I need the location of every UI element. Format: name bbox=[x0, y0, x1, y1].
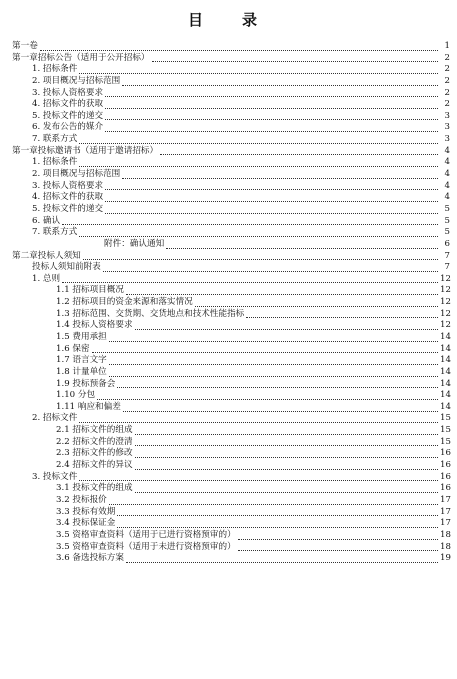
toc-leader-dots bbox=[123, 410, 438, 412]
toc-entry[interactable] bbox=[12, 99, 450, 111]
toc-entry-page-number: 14 bbox=[440, 366, 451, 377]
toc-entry-label: 1. 招标条件 bbox=[32, 157, 78, 168]
toc-entry[interactable] bbox=[12, 41, 450, 53]
toc-entry-page-number: 15 bbox=[440, 413, 451, 424]
toc-entry[interactable] bbox=[12, 344, 450, 356]
toc-entry-page-number: 14 bbox=[440, 378, 451, 389]
toc-entry-page-number: 16 bbox=[440, 483, 451, 494]
toc-entry[interactable] bbox=[12, 88, 450, 100]
toc-entry-page-number: 17 bbox=[440, 518, 451, 529]
toc-entry[interactable] bbox=[12, 437, 450, 449]
toc-entry-page-number: 4 bbox=[444, 192, 450, 203]
toc-entry-page-number: 16 bbox=[440, 471, 451, 482]
toc-entry-label: 1.9 投标预备会 bbox=[56, 378, 116, 389]
toc-entry-page-number: 5 bbox=[444, 215, 450, 226]
toc-leader-dots bbox=[117, 526, 438, 528]
toc-leader-dots bbox=[79, 479, 438, 481]
toc-leader-dots bbox=[62, 223, 438, 225]
toc-entry-label: 3.5 资格审查资料（适用于已进行资格预审的） bbox=[56, 529, 236, 540]
toc-entry[interactable] bbox=[12, 122, 450, 134]
toc-entry-label: 7. 联系方式 bbox=[32, 227, 78, 238]
toc-entry-label: 4. 招标文件的获取 bbox=[32, 192, 104, 203]
toc-entry-page-number: 7 bbox=[444, 250, 450, 261]
toc-entry[interactable] bbox=[12, 483, 450, 495]
toc-entry[interactable] bbox=[12, 64, 450, 76]
toc-entry-label: 4. 招标文件的获取 bbox=[32, 99, 104, 110]
toc-entry[interactable] bbox=[12, 448, 450, 460]
toc-leader-dots bbox=[79, 142, 438, 144]
toc-entry-label: 1. 招标条件 bbox=[32, 64, 78, 75]
toc-leader-dots bbox=[103, 270, 438, 272]
toc-entry-label: 1.7 语言文字 bbox=[56, 355, 107, 366]
toc-entry-page-number: 5 bbox=[444, 203, 450, 214]
toc-leader-dots bbox=[166, 247, 438, 249]
toc-leader-dots bbox=[246, 316, 438, 318]
toc-leader-dots bbox=[152, 60, 438, 62]
toc-entry-label: 5. 投标文件的递交 bbox=[32, 203, 104, 214]
toc-entry-label: 3.4 投标保证金 bbox=[56, 518, 116, 529]
toc-entry-label: 第二章投标人须知 bbox=[12, 250, 81, 261]
toc-leader-dots bbox=[105, 188, 438, 190]
toc-entry[interactable] bbox=[12, 425, 450, 437]
toc-leader-dots bbox=[238, 538, 438, 540]
toc-entry[interactable] bbox=[12, 157, 450, 169]
toc-entry[interactable] bbox=[12, 111, 450, 123]
toc-leader-dots bbox=[105, 107, 438, 109]
toc-entry[interactable] bbox=[12, 227, 450, 239]
toc-entry-label: 2.3 招标文件的修改 bbox=[56, 448, 133, 459]
toc-entry[interactable] bbox=[12, 367, 450, 379]
toc-leader-dots bbox=[105, 118, 438, 120]
toc-leader-dots bbox=[135, 433, 438, 435]
toc-entry[interactable] bbox=[12, 518, 450, 530]
toc-entry-page-number: 5 bbox=[444, 227, 450, 238]
toc-entry[interactable] bbox=[12, 542, 450, 554]
toc-entry-label: 第一章投标邀请书（适用于邀请招标） bbox=[12, 145, 159, 156]
toc-entry[interactable] bbox=[12, 355, 450, 367]
toc-entry[interactable] bbox=[12, 146, 450, 158]
toc-entry-page-number: 12 bbox=[440, 285, 451, 296]
toc-leader-dots bbox=[109, 503, 438, 505]
toc-entry-label: 附件：确认通知 bbox=[104, 238, 165, 249]
toc-entry-page-number: 19 bbox=[440, 553, 451, 564]
toc-entry-label: 3.5 资格审查资料（适用于未进行资格预审的） bbox=[56, 541, 236, 552]
toc-entry-label: 2. 招标文件 bbox=[32, 413, 78, 424]
toc-entry-label: 投标人须知前附表 bbox=[32, 262, 101, 273]
toc-entry[interactable] bbox=[12, 530, 450, 542]
toc-entry-page-number: 4 bbox=[444, 180, 450, 191]
toc-entry-label: 1.5 费用承担 bbox=[56, 332, 107, 342]
toc-entry-page-number: 3 bbox=[444, 110, 450, 121]
toc-entry-page-number: 14 bbox=[440, 401, 451, 412]
toc-entry[interactable] bbox=[12, 169, 450, 181]
toc-entry-label: 1.2 招标项目的资金来源和落实情况 bbox=[56, 297, 193, 308]
toc-entry-page-number: 14 bbox=[440, 343, 451, 354]
toc-entry-page-number: 14 bbox=[440, 390, 451, 401]
toc-entry-label: 1.1 招标项目概况 bbox=[56, 285, 124, 296]
toc-entry[interactable] bbox=[12, 76, 450, 88]
toc-entry-label: 2. 项目概况与招标范围 bbox=[32, 169, 121, 180]
toc-entry-label: 2.2 招标文件的澄清 bbox=[56, 436, 133, 447]
toc-entry-page-number: 2 bbox=[444, 87, 450, 98]
toc-entry[interactable] bbox=[12, 192, 450, 204]
toc-leader-dots bbox=[122, 84, 438, 86]
toc-entry-label: 2.1 招标文件的组成 bbox=[56, 425, 133, 436]
toc-entry-page-number: 17 bbox=[440, 494, 451, 505]
toc-entry-page-number: 16 bbox=[440, 460, 451, 471]
toc-leader-dots bbox=[79, 235, 438, 237]
toc-entry-page-number: 12 bbox=[440, 273, 451, 284]
toc-entry-page-number: 12 bbox=[440, 308, 451, 319]
toc-entry[interactable] bbox=[12, 274, 450, 286]
toc-leader-dots bbox=[135, 456, 438, 458]
toc-entry-page-number: 2 bbox=[444, 52, 450, 63]
toc-entry-label: 5. 投标文件的递交 bbox=[32, 110, 104, 121]
toc-leader-dots bbox=[135, 328, 438, 330]
toc-entry-label: 1.10 分包 bbox=[56, 390, 96, 401]
toc-entry-label: 3. 投标人资格要求 bbox=[32, 180, 104, 191]
toc-title: 目 录 bbox=[187, 11, 269, 29]
toc-entry-label: 3. 投标人资格要求 bbox=[32, 87, 104, 98]
toc-entry-label: 1.6 保密 bbox=[56, 343, 90, 354]
toc-entry[interactable] bbox=[12, 53, 450, 65]
toc-leader-dots bbox=[79, 165, 438, 167]
toc-leader-dots bbox=[97, 398, 438, 400]
toc-entry-page-number: 18 bbox=[440, 541, 451, 552]
toc-entry[interactable] bbox=[12, 216, 450, 228]
toc-leader-dots bbox=[238, 549, 438, 551]
toc-entry-page-number: 14 bbox=[440, 332, 451, 342]
toc-leader-dots bbox=[105, 95, 438, 97]
toc-entry-page-number: 2 bbox=[444, 75, 450, 86]
toc-leader-dots bbox=[105, 130, 438, 132]
toc-entry[interactable] bbox=[12, 134, 450, 146]
toc-leader-dots bbox=[117, 514, 438, 516]
toc-leader-dots bbox=[105, 200, 438, 202]
toc-entry[interactable] bbox=[12, 332, 450, 344]
toc-leader-dots bbox=[135, 468, 438, 470]
toc-entry[interactable] bbox=[12, 402, 450, 414]
toc-leader-dots bbox=[105, 212, 438, 214]
toc-entry[interactable] bbox=[12, 320, 450, 332]
toc-entry-page-number: 4 bbox=[444, 157, 450, 168]
toc-leader-dots bbox=[126, 293, 438, 295]
toc-leader-dots bbox=[83, 258, 438, 260]
toc-entry[interactable] bbox=[12, 472, 450, 484]
toc-leader-dots bbox=[160, 153, 438, 155]
toc-leader-dots bbox=[126, 561, 438, 563]
toc-entry-page-number: 4 bbox=[444, 145, 450, 156]
toc-entry-page-number: 16 bbox=[440, 448, 451, 459]
toc-leader-dots bbox=[195, 305, 438, 307]
toc-entry[interactable] bbox=[12, 262, 450, 274]
toc-entry-label: 3.3 投标有效期 bbox=[56, 506, 116, 517]
toc-entry[interactable] bbox=[12, 204, 450, 216]
toc-entry-page-number: 2 bbox=[444, 64, 450, 75]
toc-entry[interactable] bbox=[12, 495, 450, 507]
toc-leader-dots bbox=[79, 72, 438, 74]
toc-entry[interactable] bbox=[12, 297, 450, 309]
toc-leader-dots bbox=[135, 444, 438, 446]
toc-entry-label: 6. 确认 bbox=[32, 215, 61, 226]
toc-entry[interactable] bbox=[12, 251, 450, 263]
toc-entry[interactable] bbox=[12, 553, 450, 565]
toc-entry-page-number: 14 bbox=[440, 355, 451, 366]
toc-entry-label: 2.4 招标文件的异议 bbox=[56, 460, 133, 471]
toc-entry-page-number: 12 bbox=[440, 297, 451, 308]
toc-leader-dots bbox=[79, 421, 438, 423]
toc-entry-label: 1.3 招标范围、交货期、交货地点和技术性能指标 bbox=[56, 308, 245, 319]
toc-leader-dots bbox=[62, 281, 438, 283]
toc-entry-label: 1.8 计量单位 bbox=[56, 366, 107, 377]
toc-entry-label: 2. 项目概况与招标范围 bbox=[32, 75, 121, 86]
toc-entry[interactable] bbox=[12, 390, 450, 402]
toc-entry[interactable] bbox=[12, 379, 450, 391]
toc-entry-page-number: 6 bbox=[444, 238, 450, 249]
toc-entry[interactable] bbox=[12, 309, 450, 321]
toc-entry-label: 1. 总则 bbox=[32, 273, 61, 284]
toc-leader-dots bbox=[117, 386, 438, 388]
toc-entry-page-number: 1 bbox=[444, 40, 450, 51]
toc-entry-page-number: 7 bbox=[444, 262, 450, 273]
toc-entry-label: 1.4 投标人资格要求 bbox=[56, 320, 133, 331]
toc-leader-dots bbox=[92, 351, 438, 353]
toc-entry[interactable] bbox=[12, 460, 450, 472]
toc-leader-dots bbox=[109, 340, 438, 342]
toc-leader-dots bbox=[135, 491, 438, 493]
toc-entry-label: 3.1 投标文件的组成 bbox=[56, 483, 133, 494]
toc-entry-label: 第一章招标公告（适用于公开招标） bbox=[12, 52, 150, 63]
toc-entry[interactable] bbox=[12, 239, 450, 251]
table-of-contents bbox=[12, 41, 450, 565]
toc-leader-dots bbox=[40, 49, 438, 51]
toc-entry-label: 3. 投标文件 bbox=[32, 471, 78, 482]
toc-entry-label: 3.6 备选投标方案 bbox=[56, 553, 124, 564]
toc-entry[interactable] bbox=[12, 507, 450, 519]
toc-entry[interactable] bbox=[12, 181, 450, 193]
toc-leader-dots bbox=[122, 177, 438, 179]
toc-entry[interactable] bbox=[12, 285, 450, 297]
toc-entry-label: 第一卷 bbox=[12, 40, 38, 51]
toc-entry-page-number: 15 bbox=[440, 436, 451, 447]
toc-entry-page-number: 3 bbox=[444, 122, 450, 133]
toc-entry-label: 7. 联系方式 bbox=[32, 134, 78, 145]
toc-entry-label: 1.11 响应和偏差 bbox=[56, 401, 121, 412]
toc-entry-page-number: 4 bbox=[444, 169, 450, 180]
toc-leader-dots bbox=[109, 363, 438, 365]
toc-entry-page-number: 2 bbox=[444, 99, 450, 110]
toc-entry[interactable] bbox=[12, 414, 450, 426]
toc-entry-page-number: 3 bbox=[444, 134, 450, 145]
toc-entry-label: 6. 发布公告的媒介 bbox=[32, 122, 104, 133]
toc-leader-dots bbox=[109, 375, 438, 377]
toc-entry-label: 3.2 投标报价 bbox=[56, 494, 107, 505]
toc-entry-page-number: 12 bbox=[440, 320, 451, 331]
toc-entry-page-number: 18 bbox=[440, 529, 451, 540]
toc-entry-page-number: 15 bbox=[440, 425, 451, 436]
toc-entry-page-number: 17 bbox=[440, 506, 451, 517]
